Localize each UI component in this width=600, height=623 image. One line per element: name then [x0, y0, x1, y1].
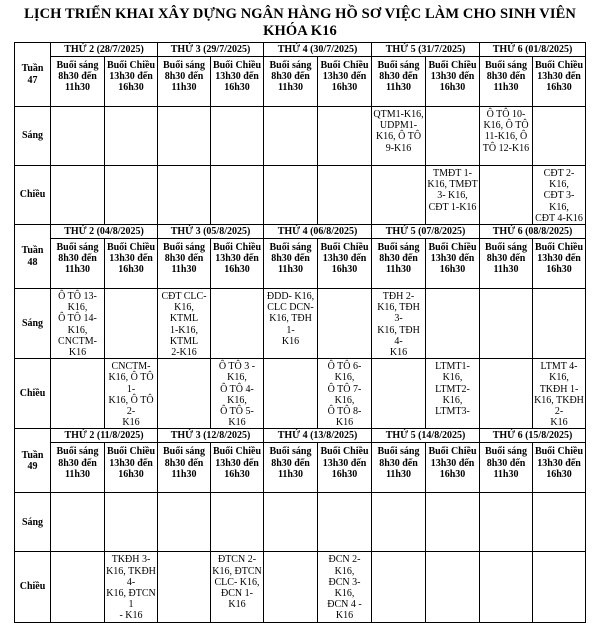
schedule-cell	[51, 107, 105, 166]
schedule-cell	[372, 359, 426, 429]
afternoon-slot-line: 16h30	[439, 82, 466, 94]
week-label	[15, 43, 51, 107]
schedule-cell	[264, 359, 318, 429]
schedule-cell	[158, 289, 211, 359]
schedule-cell	[533, 552, 586, 622]
class-group-line: TKĐH 3-	[111, 554, 151, 566]
schedule-cell	[318, 552, 372, 622]
day-header-row	[15, 429, 586, 443]
class-group-line: K16, KTML	[169, 302, 199, 325]
class-group-line: K16, TĐH 4-	[377, 324, 420, 347]
morning-slot-line: 8h30 đến	[164, 457, 204, 469]
morning-slot-line: 8h30 đến	[271, 457, 310, 469]
day-header: THỨ 2 (11/8/2025)	[51, 429, 158, 443]
morning-slot-line: 8h30 đến	[379, 253, 418, 265]
class-group-line: UDPM1-	[379, 120, 418, 132]
chieu-label: Chiều	[15, 166, 51, 225]
afternoon-slot-line: 13h30 đến	[109, 71, 153, 83]
afternoon-slot-line: Buổi Chiều	[212, 60, 262, 71]
morning-slot-line: 11h30	[277, 264, 303, 276]
day-header: THỨ 6 (08/8/2025)	[480, 225, 586, 239]
week-label-line: Tuần	[21, 245, 44, 257]
morning-slot-header	[158, 443, 211, 493]
week-label-line: Tuần	[21, 449, 44, 461]
afternoon-slot-line: 13h30 đến	[109, 457, 153, 469]
morning-slot-header	[264, 239, 318, 289]
week-label	[15, 429, 51, 493]
schedule-cell	[533, 166, 586, 225]
morning-slot-line: 11h30	[64, 468, 90, 480]
morning-slot-line: 11h30	[385, 264, 411, 276]
slot-header-row	[15, 57, 586, 107]
morning-slot-header	[264, 443, 318, 493]
morning-slot-line: 8h30 đến	[58, 253, 97, 265]
schedule-cell	[480, 107, 533, 166]
chieu-label: Chiều	[15, 359, 51, 429]
schedule-cell	[158, 166, 211, 225]
morning-slot-line: 11h30	[64, 82, 90, 94]
morning-slot-line: 11h30	[171, 264, 197, 276]
class-group-line: K16,	[442, 372, 463, 384]
afternoon-slot-line: 13h30 đến	[537, 71, 581, 83]
schedule-cell	[372, 107, 426, 166]
morning-slot-line: 11h30	[493, 468, 519, 480]
afternoon-slot-header	[105, 239, 158, 289]
morning-slot-line: 11h30	[171, 468, 197, 480]
afternoon-slot-line: 13h30 đến	[215, 71, 259, 83]
morning-slot-line: 11h30	[493, 82, 519, 94]
schedule-cell	[158, 107, 211, 166]
morning-slot-header	[372, 239, 426, 289]
morning-slot-line: Buổi sáng	[377, 446, 420, 458]
schedule-cell	[211, 107, 264, 166]
class-group-line: Ô TÔ 4- K16,	[220, 383, 254, 406]
afternoon-slot-line: Buổi Chiều	[320, 242, 369, 254]
class-group-line: CLC DCN-	[267, 302, 314, 314]
afternoon-slot-line: Buổi Chiều	[534, 60, 584, 71]
morning-slot-header	[51, 239, 105, 289]
afternoon-slot-line: 13h30 đến	[537, 253, 581, 265]
morning-slot-line: 8h30 đến	[58, 71, 97, 83]
schedule-cell	[480, 359, 533, 429]
day-header-row	[15, 43, 586, 57]
week-label-line: 48	[27, 256, 38, 268]
class-group-line: LTMT2-	[435, 383, 470, 395]
chieu-row	[15, 552, 586, 622]
afternoon-slot-header	[211, 239, 264, 289]
schedule-cell	[105, 107, 158, 166]
schedule-cell	[372, 166, 426, 225]
schedule-cell	[264, 552, 318, 622]
morning-slot-line: 8h30 đến	[486, 253, 526, 265]
class-group-line: K16, TKĐH 2-	[534, 394, 584, 418]
schedule-cell	[372, 493, 426, 552]
schedule-cell	[480, 289, 533, 359]
class-group-line: ĐDD- K16,	[266, 291, 315, 303]
morning-slot-line: Buổi sáng	[377, 60, 420, 71]
class-group-line: K16, TĐH 1-	[269, 313, 312, 336]
slot-header-row	[15, 239, 586, 289]
morning-slot-line: 11h30	[64, 264, 90, 276]
class-group-line: Ô TÔ 10-	[486, 109, 526, 120]
class-group-line: K16, Ô TÔ 2-	[108, 394, 154, 418]
morning-slot-header	[480, 57, 533, 107]
class-group-line: ĐCN 2- K16,	[328, 554, 361, 577]
morning-slot-header	[372, 57, 426, 107]
schedule-cell	[105, 493, 158, 552]
schedule-cell	[211, 166, 264, 225]
class-group-line: - K16	[119, 610, 143, 622]
class-group-line: LTMT3-	[435, 406, 470, 418]
schedule-cell	[372, 289, 426, 359]
class-group-line: K16, Ô TÔ 1-	[108, 372, 154, 395]
schedule-cell	[51, 289, 105, 359]
schedule-cell	[105, 289, 158, 359]
afternoon-slot-header	[211, 57, 264, 107]
afternoon-slot-line: 16h30	[224, 468, 250, 480]
sang-row	[15, 107, 586, 166]
class-group-line: Ô TÔ 7-K16,	[327, 383, 362, 406]
afternoon-slot-line: Buổi Chiều	[534, 446, 584, 458]
day-header: THỨ 2 (04/8/2025)	[51, 225, 158, 239]
schedule-cell	[264, 289, 318, 359]
morning-slot-line: Buổi sáng	[269, 242, 312, 254]
class-group-line: TMĐT 1-	[433, 168, 472, 179]
day-header: THỨ 5 (07/8/2025)	[372, 225, 480, 239]
class-group-line: ĐTCN 2-	[217, 554, 257, 566]
morning-slot-line: 8h30 đến	[58, 457, 97, 469]
schedule-cell	[158, 552, 211, 622]
afternoon-slot-line: Buổi Chiều	[106, 446, 156, 458]
afternoon-slot-header	[426, 443, 480, 493]
morning-slot-line: 8h30 đến	[164, 253, 204, 265]
class-group-line: CLC- K16,	[214, 576, 260, 588]
afternoon-slot-line: 13h30 đến	[215, 457, 259, 469]
afternoon-slot-header	[105, 443, 158, 493]
schedule-cell	[426, 552, 480, 622]
slot-header-row	[15, 443, 586, 493]
morning-slot-line: Buổi sáng	[56, 446, 99, 458]
schedule-cell	[480, 552, 533, 622]
morning-slot-header	[158, 57, 211, 107]
sang-row	[15, 493, 586, 552]
schedule-cell	[426, 166, 480, 225]
class-group-line: CĐT 1-K16	[428, 201, 477, 213]
day-header: THỨ 4 (30/7/2025)	[264, 43, 372, 57]
class-group-line: K16	[389, 347, 408, 359]
morning-slot-header	[51, 57, 105, 107]
class-group-line: QTM1-K16,	[373, 109, 424, 120]
schedule-cell	[533, 359, 586, 429]
class-group-line: Ô TÔ 6-K16,	[327, 361, 362, 384]
morning-slot-line: 8h30 đến	[271, 71, 310, 83]
day-header: THỨ 3 (29/7/2025)	[158, 43, 264, 57]
afternoon-slot-line: 16h30	[224, 264, 250, 276]
class-group-line: Ô TÔ 8- K16	[327, 406, 362, 429]
afternoon-slot-line: 16h30	[546, 468, 572, 480]
morning-slot-line: Buổi sáng	[163, 242, 205, 254]
afternoon-slot-header	[318, 57, 372, 107]
class-group-line: ĐCN 1- K16	[221, 588, 253, 611]
schedule-cell	[211, 493, 264, 552]
morning-slot-header	[372, 443, 426, 493]
afternoon-slot-line: Buổi Chiều	[320, 60, 369, 71]
afternoon-slot-line: Buổi Chiều	[534, 242, 584, 254]
class-group-line: TĐH 2-	[382, 291, 415, 303]
afternoon-slot-line: 16h30	[118, 264, 144, 276]
sang-label: Sáng	[15, 289, 51, 359]
day-header: THỨ 3 (12/8/2025)	[158, 429, 264, 443]
sang-row	[15, 289, 586, 359]
afternoon-slot-line: Buổi Chiều	[428, 446, 477, 458]
afternoon-slot-line: 16h30	[439, 468, 466, 480]
morning-slot-line: Buổi sáng	[485, 60, 527, 71]
class-group-line: LTMT 4-K16,	[540, 361, 578, 384]
schedule-cell	[51, 493, 105, 552]
schedule-cell	[480, 493, 533, 552]
schedule-cell	[533, 107, 586, 166]
class-group-line: LTMT1-	[435, 361, 470, 373]
class-group-line: K16, TĐH 3-	[377, 302, 420, 325]
week-label-line: 47	[27, 74, 38, 86]
afternoon-slot-line: 16h30	[546, 82, 572, 94]
day-header: THỨ 3 (05/8/2025)	[158, 225, 264, 239]
day-header: THỨ 2 (28/7/2025)	[51, 43, 158, 57]
morning-slot-header	[480, 443, 533, 493]
afternoon-slot-line: 13h30 đến	[322, 71, 367, 83]
page-title: LỊCH TRIỂN KHAI XÂY DỰNG NGÂN HÀNG HỒ SƠ VIỆC LÀM CHO SINH VIÊN KHÓA K16	[24, 6, 576, 39]
morning-slot-line: 8h30 đến	[164, 71, 204, 83]
schedule-cell	[211, 552, 264, 622]
chieu-row	[15, 359, 586, 429]
class-group-line: 9-K16	[385, 142, 412, 154]
schedule-cell	[264, 493, 318, 552]
day-header: THỨ 5 (14/8/2025)	[372, 429, 480, 443]
afternoon-slot-line: 13h30 đến	[430, 457, 475, 469]
schedule-cell	[105, 359, 158, 429]
schedule-cell	[318, 493, 372, 552]
week-label-line: Tuần	[21, 63, 44, 75]
day-header: THỨ 5 (31/7/2025)	[372, 43, 480, 57]
afternoon-slot-line: 16h30	[118, 468, 144, 480]
morning-slot-line: Buổi sáng	[377, 242, 420, 254]
schedule-cell	[318, 107, 372, 166]
morning-slot-header	[51, 443, 105, 493]
class-group-line: K16	[550, 417, 568, 429]
afternoon-slot-header	[533, 443, 586, 493]
morning-slot-line: 11h30	[171, 82, 197, 94]
afternoon-slot-header	[105, 57, 158, 107]
class-group-line: ĐCN 4 - K16	[327, 599, 362, 622]
schedule-cell	[426, 289, 480, 359]
class-group-line: K16, Ô TÔ	[483, 120, 529, 132]
chieu-row	[15, 166, 586, 225]
morning-slot-header	[264, 57, 318, 107]
class-group-line: Ô TÔ 14-K16,	[58, 313, 97, 336]
afternoon-slot-line: Buổi Chiều	[428, 242, 477, 254]
morning-slot-line: Buổi sáng	[269, 446, 312, 458]
day-header: THỨ 4 (13/8/2025)	[264, 429, 372, 443]
class-group-line: Ô TÔ 3 -K16,	[218, 361, 256, 384]
schedule-cell	[105, 552, 158, 622]
class-group-line: ĐCN 3- K16,	[328, 576, 361, 600]
morning-slot-line: 8h30 đến	[379, 71, 418, 83]
class-group-line: K16	[281, 335, 300, 347]
schedule-cell	[264, 107, 318, 166]
morning-slot-header	[158, 239, 211, 289]
afternoon-slot-line: 13h30 đến	[430, 71, 475, 83]
sang-label: Sáng	[15, 493, 51, 552]
morning-slot-line: 8h30 đến	[486, 457, 526, 469]
afternoon-slot-header	[426, 57, 480, 107]
class-group-line: K16, ĐTCN 1	[106, 588, 156, 611]
afternoon-slot-header	[318, 239, 372, 289]
day-header: THỨ 6 (01/8/2025)	[480, 43, 586, 57]
schedule-cell	[318, 289, 372, 359]
schedule-cell	[105, 166, 158, 225]
morning-slot-line: Buổi sáng	[163, 60, 205, 71]
class-group-line: Ô TÔ 13-K16,	[58, 291, 97, 314]
class-group-line: CĐT 3-K16,	[543, 190, 575, 213]
schedule-cell	[264, 166, 318, 225]
schedule-cell	[51, 359, 105, 429]
class-group-line: K16, TMĐT	[427, 179, 478, 191]
morning-slot-line: Buổi sáng	[56, 242, 99, 254]
class-group-line: 1-K16, KTML	[169, 324, 199, 347]
afternoon-slot-header	[318, 443, 372, 493]
schedule-cell	[372, 552, 426, 622]
class-group-line: 11-K16, Ô	[484, 131, 528, 143]
class-group-line: CĐT 2-K16,	[543, 168, 575, 191]
afternoon-slot-line: 13h30 đến	[322, 253, 367, 265]
morning-slot-line: 11h30	[385, 82, 411, 94]
afternoon-slot-line: 16h30	[331, 82, 358, 94]
afternoon-slot-header	[426, 239, 480, 289]
afternoon-slot-line: 13h30 đến	[430, 253, 475, 265]
schedule-cell	[318, 359, 372, 429]
morning-slot-line: Buổi sáng	[485, 242, 527, 254]
morning-slot-line: Buổi sáng	[163, 446, 205, 458]
morning-slot-line: 11h30	[277, 468, 303, 480]
schedule-cell	[158, 359, 211, 429]
class-group-line: K16, Ô TÔ	[375, 131, 422, 143]
afternoon-slot-line: Buổi Chiều	[212, 446, 262, 458]
class-group-line: K16, ĐTCN	[212, 565, 262, 577]
schedule-cell	[533, 289, 586, 359]
week-label	[15, 225, 51, 289]
morning-slot-line: 8h30 đến	[271, 253, 310, 265]
morning-slot-line: 8h30 đến	[379, 457, 418, 469]
afternoon-slot-line: 16h30	[224, 82, 250, 94]
class-group-line: CĐT 4-K16	[535, 212, 583, 224]
morning-slot-header	[480, 239, 533, 289]
day-header-row	[15, 225, 586, 239]
afternoon-slot-line: 13h30 đến	[109, 253, 153, 265]
class-group-line: TÔ 12-K16	[482, 142, 530, 154]
class-group-line: K16	[122, 417, 140, 429]
class-group-line: K16, TKĐH 4-	[106, 565, 156, 588]
afternoon-slot-line: 16h30	[331, 264, 358, 276]
class-group-line: CĐT CLC-	[161, 291, 207, 303]
chieu-label: Chiều	[15, 552, 51, 622]
afternoon-slot-line: 16h30	[331, 468, 358, 480]
class-group-line: Ô TÔ 5-K16	[220, 406, 254, 429]
afternoon-slot-line: 16h30	[546, 264, 572, 276]
morning-slot-line: 11h30	[277, 82, 303, 94]
class-group-line: CNCTM-K16	[58, 335, 97, 359]
afternoon-slot-line: 13h30 đến	[537, 457, 581, 469]
day-header: THỨ 4 (06/8/2025)	[264, 225, 372, 239]
class-group-line: 3- K16,	[437, 190, 468, 202]
morning-slot-line: 8h30 đến	[486, 71, 526, 83]
afternoon-slot-header	[533, 239, 586, 289]
afternoon-slot-line: 13h30 đến	[215, 253, 259, 265]
schedule-cell	[318, 166, 372, 225]
morning-slot-line: Buổi sáng	[269, 60, 312, 71]
morning-slot-line: Buổi sáng	[56, 60, 99, 71]
day-header: THỨ 6 (15/8/2025)	[480, 429, 586, 443]
afternoon-slot-header	[533, 57, 586, 107]
schedule-cell	[211, 289, 264, 359]
afternoon-slot-line: 13h30 đến	[322, 457, 367, 469]
schedule-table	[14, 42, 586, 623]
schedule-cell	[211, 359, 264, 429]
schedule-cell	[51, 166, 105, 225]
schedule-cell	[158, 493, 211, 552]
class-group-line: K16,	[442, 394, 463, 406]
morning-slot-line: Buổi sáng	[485, 446, 527, 458]
schedule-cell	[480, 166, 533, 225]
schedule-cell	[426, 107, 480, 166]
afternoon-slot-line: Buổi Chiều	[106, 60, 156, 71]
schedule-cell	[426, 493, 480, 552]
schedule-cell	[51, 552, 105, 622]
morning-slot-line: 11h30	[493, 264, 519, 276]
class-group-line: CNCTM-	[111, 361, 151, 373]
afternoon-slot-line: 16h30	[118, 82, 144, 94]
afternoon-slot-header	[211, 443, 264, 493]
class-group-line: 2-K16	[171, 347, 197, 359]
afternoon-slot-line: 16h30	[439, 264, 466, 276]
morning-slot-line: 11h30	[385, 468, 411, 480]
afternoon-slot-line: Buổi Chiều	[212, 242, 262, 254]
schedule-cell	[533, 493, 586, 552]
week-label-line: 49	[27, 460, 38, 472]
afternoon-slot-line: Buổi Chiều	[428, 60, 477, 71]
afternoon-slot-line: Buổi Chiều	[320, 446, 369, 458]
class-group-line: TKĐH 1-	[539, 383, 579, 395]
schedule-cell	[426, 359, 480, 429]
sang-label: Sáng	[15, 107, 51, 166]
afternoon-slot-line: Buổi Chiều	[106, 242, 156, 254]
